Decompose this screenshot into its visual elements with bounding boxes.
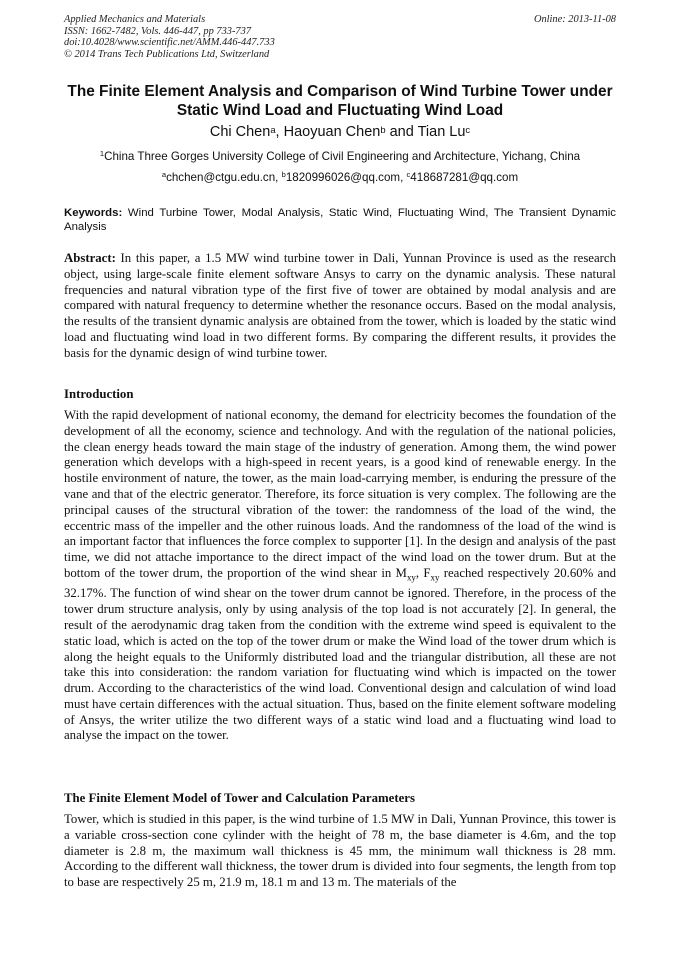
keywords-label: Keywords: — [64, 207, 123, 219]
email-marker: b — [281, 170, 286, 179]
intro-text: With the rapid development of national economy, the demand for electricity becomes the foundation of the development of all the economy, science and technology. And with the regulation of the national policies, the clean energy heads toward the main stage of the industry of generation. Among them, the wind power generation which develops with a high-speed in recent years, is a good kind of renewable energy. In the hostile environment of nature, the tower, as the main load-carrying member, is enduring the pressure of the vane and that of the electric generator. Therefore, its force situation is very complex. The following are the principal causes of the structural vibration of the tower: the randomness of the load of the wind, the eccentric mass of the impeller and the other ruinous loads. And the randomness of the load of the wind is an important factor that influences the force complex to supporter [1]. In the design and analysis of the past time, we did not attache importance to the direct impact of the wind load on the tower drum. But at the bottom of the tower drum, the proportion of the wind shear in M — [64, 408, 616, 580]
author-marker: a — [270, 124, 276, 135]
keywords-text: Wind Turbine Tower, Modal Analysis, Static Wind, Fluctuating Wind, The Transient Dynamic Analysis — [64, 207, 616, 233]
email-address: chchen@ctgu.edu.cn, — [166, 171, 282, 184]
intro-text: , F — [415, 565, 431, 580]
affiliation — [64, 150, 616, 164]
abstract-label: Abstract: — [64, 251, 116, 265]
affiliation-text: China Three Gorges University College of Civil Engineering and Architecture, Yichang, China — [104, 150, 581, 163]
subscript: xy — [406, 572, 416, 583]
fem-paragraph: Tower, which is studied in this paper, is the wind turbine of 1.5 MW in Dali, Yunnan Province, this tower is a variable cross-section cone cylinder with the height of 78 m, the base diameter is 4.6m, and the top diameter is 2.8 m, the maximum wall thickness is 45 mm, the minimum wall thickness is 28 mm. According to the different wall thickness, the tower drum is divided into four segments, the length from top to base are respectively 25 m, 21.9 m, 18.1 m and 13 m. The materials of the — [64, 812, 616, 890]
keywords — [64, 206, 616, 234]
author-separator: , — [275, 124, 284, 140]
issn-line: ISSN: 1662-7482, Vols. 446-447, pp 733-737 — [64, 25, 252, 37]
email-marker: c — [406, 170, 411, 179]
email-marker: a — [161, 170, 167, 179]
journal-name: Applied Mechanics and Materials — [64, 14, 206, 25]
affiliation-marker: 1 — [99, 149, 105, 158]
abstract — [64, 251, 616, 362]
abstract-text: In this paper, a 1.5 MW wind turbine tower in Dali, Yunnan Province is used as the research object, using large-scale finite element software Ansys to carry on the dynamic analysis. These natural frequencies and natural vibration type of the first five of tower are obtained by modal analysis and are compared with natural frequency to determine whether the resonance occurs. Based on the modal analysis, the results of the transient dynamic analysis are obtained from the tower, which is loaded by the static wind load and fluctuating wind load in two different forms. By comparing the different results, it provides the basis for the dynamic design of wind turbine tower. — [64, 251, 616, 360]
running-header — [64, 14, 616, 60]
paper-title: The Finite Element Analysis and Comparison of Wind Turbine Tower under Static Wind Load and Fluctuating Wind Load — [67, 83, 613, 119]
email-address: 418687281@qq.com — [410, 171, 519, 184]
introduction-paragraph — [64, 408, 616, 744]
doi-line: doi:10.4028/www.scientific.net/AMM.446-447.733 — [64, 37, 275, 49]
section-heading-introduction: Introduction — [64, 387, 134, 401]
email-address: 1820996026@qq.com, — [285, 171, 407, 184]
intro-text: reached respectively 20.60% and 32.17%. The function of wind shear on the tower drum cannot be ignored. Therefore, in the process of the tower drum structure analysis, only by using analysis of the top load is not accurately [2]. In general, the result of the aerodynamic drag taken from the condition with the extreme wind speed is equivalent to the static load, which is acted on the top of the tower drum or make the Wind load of the tower drum which is along the height equals to the Uniformly distributed load and the triangular distribution, all these are not take this into consideration: the random variation for fluctuating wind which is impacted on the tower drum. According to the characteristics of the wind load. Conventional design and calculation of wind load must have certain differences with the actual situation. Thus, based on the finite element software modeling of Ansys, the writer utilize the two different ways of a static wind load and a fluctuating wind load to analyse the impact on the tower. — [64, 565, 617, 743]
author-name: Chi Chen — [209, 124, 271, 140]
author-name: Tian Lu — [417, 124, 466, 140]
email-list — [64, 171, 616, 185]
author-marker: c — [465, 124, 471, 135]
online-date: Online: 2013-11-08 — [533, 14, 616, 25]
copyright-line: © 2014 Trans Tech Publications Ltd, Switzerland — [64, 48, 270, 60]
section-heading-fem: The Finite Element Model of Tower and Calculation Parameters — [64, 791, 415, 805]
subscript: xy — [430, 572, 440, 583]
author-marker: b — [380, 124, 386, 135]
author-list — [64, 124, 616, 141]
author-separator: and — [385, 124, 418, 140]
author-name: Haoyuan Chen — [283, 124, 381, 140]
